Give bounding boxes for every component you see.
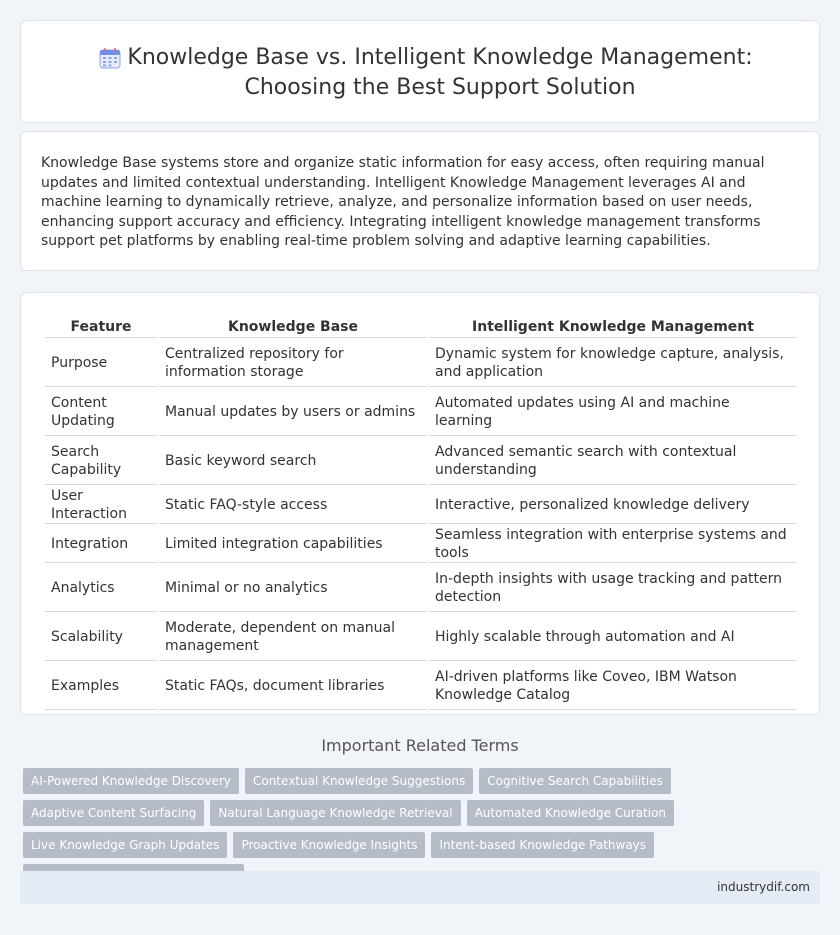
cell-feature: User Interaction <box>45 487 157 524</box>
related-term-tag[interactable]: Intent-based Knowledge Pathways <box>431 832 654 858</box>
cell-knowledge-base: Centralized repository for information storage <box>159 340 427 387</box>
title-card <box>20 20 820 123</box>
comparison-table-card <box>20 292 820 715</box>
cell-knowledge-base: Limited integration capabilities <box>159 526 427 563</box>
table-row <box>45 340 797 387</box>
cell-feature: Scalability <box>45 614 157 661</box>
cell-knowledge-base: Basic keyword search <box>159 438 427 485</box>
related-term-tag[interactable]: Proactive Knowledge Insights <box>233 832 425 858</box>
cell-intelligent-km: Seamless integration with enterprise systems and tools <box>429 526 797 563</box>
cell-knowledge-base: Manual updates by users or admins <box>159 389 427 436</box>
cell-knowledge-base: Static FAQs, document libraries <box>159 663 427 710</box>
cell-knowledge-base: Moderate, dependent on manual management <box>159 614 427 661</box>
column-header-intelligent-km: Intelligent Knowledge Management <box>429 315 797 338</box>
table-row <box>45 389 797 436</box>
cell-feature: Examples <box>45 663 157 710</box>
footer <box>20 871 820 904</box>
related-term-tag[interactable]: AI-Powered Knowledge Discovery <box>23 768 239 794</box>
related-term-tag[interactable]: Automated Knowledge Curation <box>467 800 674 826</box>
cell-intelligent-km: In-depth insights with usage tracking and pattern detection <box>429 565 797 612</box>
cell-feature: Content Updating <box>45 389 157 436</box>
related-term-tag[interactable]: Natural Language Knowledge Retrieval <box>210 800 460 826</box>
cell-feature: Purpose <box>45 340 157 387</box>
related-term-tag[interactable]: Adaptive Content Surfacing <box>23 800 204 826</box>
comparison-table <box>43 313 799 712</box>
cell-feature: Analytics <box>45 565 157 612</box>
column-header-knowledge-base: Knowledge Base <box>159 315 427 338</box>
table-row <box>45 438 797 485</box>
related-terms-heading: Important Related Terms <box>321 736 519 755</box>
intro-card <box>20 131 820 271</box>
cell-intelligent-km: Interactive, personalized knowledge delivery <box>429 487 797 524</box>
related-term-tag[interactable]: Contextual Knowledge Suggestions <box>245 768 473 794</box>
related-term-tag[interactable]: Cognitive Search Capabilities <box>479 768 671 794</box>
table-header-row <box>45 315 797 338</box>
cell-intelligent-km: AI-driven platforms like Coveo, IBM Watson Knowledge Catalog <box>429 663 797 710</box>
page-title: Knowledge Base vs. Intelligent Knowledge Management: Choosing the Best Support Solution <box>127 45 753 100</box>
cell-knowledge-base: Static FAQ-style access <box>159 487 427 524</box>
table-row <box>45 663 797 710</box>
cell-intelligent-km: Highly scalable through automation and AI <box>429 614 797 661</box>
cell-knowledge-base: Minimal or no analytics <box>159 565 427 612</box>
cell-feature: Search Capability <box>45 438 157 485</box>
cell-intelligent-km: Advanced semantic search with contextual understanding <box>429 438 797 485</box>
related-term-tag[interactable]: Live Knowledge Graph Updates <box>23 832 227 858</box>
cell-intelligent-km: Automated updates using AI and machine learning <box>429 389 797 436</box>
cell-intelligent-km: Dynamic system for knowledge capture, analysis, and application <box>429 340 797 387</box>
cell-feature: Integration <box>45 526 157 563</box>
table-row <box>45 614 797 661</box>
footer-site-link[interactable]: industrydif.com <box>717 880 810 894</box>
column-header-feature: Feature <box>45 315 157 338</box>
table-row <box>45 565 797 612</box>
intro-paragraph: Knowledge Base systems store and organize static information for easy access, often requiring manual updates and limited contextual understanding. Intelligent Knowledge Management leverages AI and machine learning to dynamically retrieve, analyze, and personalize information based on user needs, enhancing support accuracy and efficiency. Integrating intelligent knowledge management transforms support pet platforms by enabling real-time problem solving and adaptive learning capabilities. <box>41 155 765 249</box>
table-row <box>45 526 797 563</box>
table-row <box>45 487 797 524</box>
